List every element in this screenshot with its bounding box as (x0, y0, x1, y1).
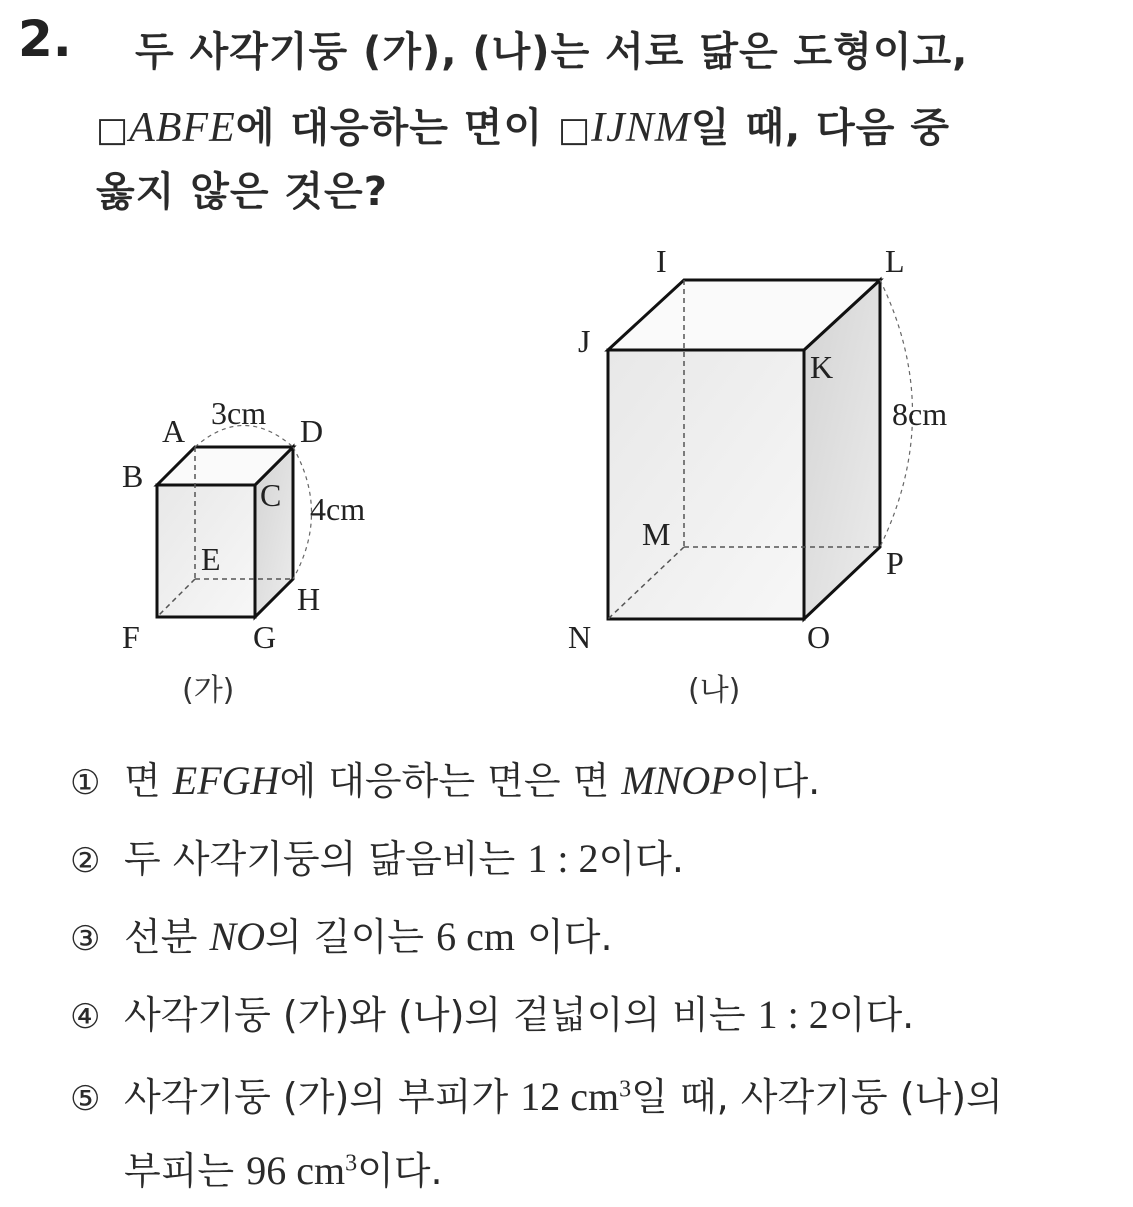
exponent: 3 (619, 1076, 632, 1103)
choice-5-continued (124, 1140, 443, 1195)
vertex-o: O (807, 619, 831, 655)
choice-2[interactable] (70, 828, 684, 883)
height-arc (293, 447, 312, 579)
face-ijnm: IJNM (591, 105, 691, 151)
choice-text: 이다. (357, 1149, 443, 1193)
face-abfe: ABFE (129, 105, 236, 151)
vertex-p: P (886, 545, 904, 581)
segment-no: NO (209, 914, 266, 959)
question-number: 2. (18, 10, 72, 68)
choice-3[interactable] (70, 906, 613, 961)
vertex-a: A (162, 413, 186, 449)
vertex-i: I (656, 243, 667, 279)
volume-value: 12 cm (520, 1074, 620, 1119)
choice-text: 사각기둥 (가)의 부피가 (124, 1075, 521, 1119)
vertex-g: G (253, 619, 277, 655)
choice-text: 면 (124, 759, 173, 803)
choice-text: 의 길이는 (265, 915, 437, 959)
ratio-value: 1 : 2 (757, 992, 829, 1037)
choice-number: ⑤ (70, 1079, 101, 1119)
height-label: 4cm (310, 491, 366, 527)
choice-text: 선분 (124, 915, 210, 959)
vertex-l: L (885, 243, 905, 279)
choice-1[interactable] (70, 750, 820, 805)
question-line-2-mid: 에 대응하는 면이 (235, 105, 559, 151)
choice-5[interactable] (70, 1066, 1003, 1121)
right-front-face (608, 350, 804, 619)
choice-4[interactable] (70, 984, 914, 1039)
ratio-value: 1 : 2 (527, 836, 599, 881)
choice-number: ① (70, 763, 101, 803)
question-line-1: 두 사각기둥 (가), (나)는 서로 닮은 도형이고, (135, 29, 969, 75)
vertex-d: D (300, 413, 324, 449)
question-line-3: 옳지 않은 것은? (96, 169, 388, 215)
choice-text: 에 대응하는 면은 면 (279, 759, 622, 803)
height-label: 8cm (892, 396, 948, 432)
vertex-e: E (201, 541, 221, 577)
caption-na: (나) (688, 673, 741, 708)
vertex-b: B (122, 458, 144, 494)
question-line-2 (96, 96, 950, 153)
choice-text: 부피는 (124, 1149, 247, 1193)
choice-text: 이다. (734, 759, 821, 803)
choice-text: 이다. (828, 993, 915, 1037)
square-symbol: □ (558, 110, 592, 150)
vertex-c: C (260, 477, 282, 513)
vertex-n: N (568, 619, 592, 655)
question-line-2-end: 일 때, 다음 중 (690, 105, 950, 151)
vertex-k: K (810, 349, 834, 385)
caption-ga: (가) (182, 673, 235, 708)
vertex-m: M (642, 516, 671, 552)
right-prism (568, 243, 947, 708)
vertex-f: F (122, 619, 140, 655)
choice-number: ② (70, 841, 101, 881)
choice-number: ③ (70, 919, 101, 959)
choice-number: ④ (70, 997, 101, 1037)
length-value: 6 cm (436, 914, 515, 959)
volume-value: 96 cm (246, 1148, 346, 1193)
choice-text: 사각기둥 (가)와 (나)의 겉넓이의 비는 (124, 993, 758, 1037)
left-prism (122, 395, 365, 708)
choice-text: 두 사각기둥의 닮음비는 (124, 837, 528, 881)
prism-figure (0, 230, 1133, 730)
face-efgh: EFGH (172, 758, 280, 803)
square-symbol: □ (96, 110, 130, 150)
vertex-j: J (578, 323, 591, 359)
choice-text: 이다. (514, 915, 613, 959)
vertex-h: H (297, 581, 321, 617)
face-mnop: MNOP (621, 758, 735, 803)
exponent: 3 (345, 1150, 358, 1177)
choice-text: 이다. (598, 837, 684, 881)
width-label: 3cm (211, 395, 267, 431)
choice-text: 일 때, 사각기둥 (나)의 (631, 1075, 1003, 1119)
